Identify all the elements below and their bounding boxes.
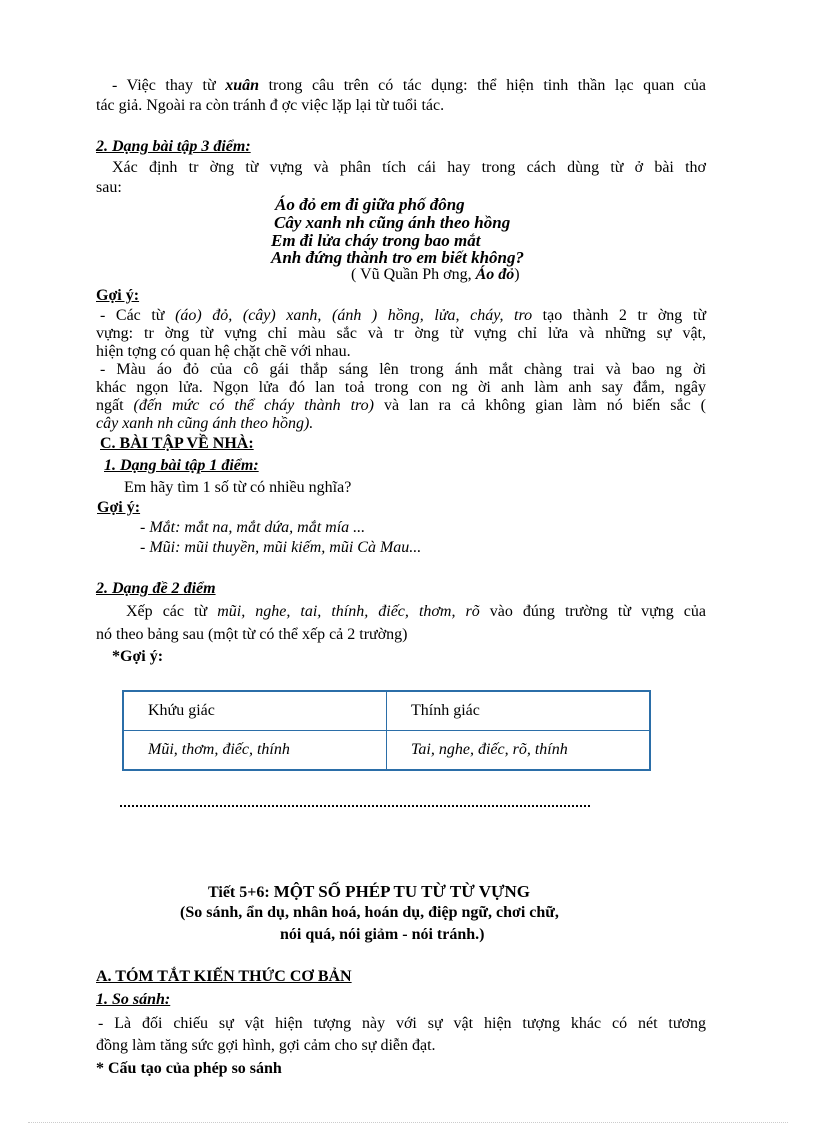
table-header-row [123, 691, 650, 731]
table-header-cell: Thính giác [387, 691, 651, 731]
emphasis: (áo) đỏ, (cây) xanh, (ánh ) hồng, lửa, cháy, tro [175, 307, 533, 324]
dotted-separator [120, 799, 590, 807]
table-cell: Tai, nghe, điếc, rõ, thính [387, 731, 651, 771]
hint-heading: *Gợi ý: [112, 648, 164, 665]
hint-item: - Mũi: mũi thuyền, mũi kiếm, mũi Cà Mau... [140, 539, 422, 556]
text-run: điểm [183, 580, 216, 597]
subsection-heading: 1. So sánh: [96, 991, 171, 1008]
poem-source [351, 265, 520, 285]
text-run: ( Vũ Quần Ph ơng, [351, 266, 476, 283]
paragraph-line: cây xanh nh cũng ánh theo hồng). [96, 415, 314, 432]
paragraph-line [96, 396, 706, 416]
lesson-subtitle: nói quá, nói giảm - nói tránh.) [280, 926, 485, 943]
paragraph-line: - Là đối chiếu sự vật hiện tượng này với sự vật hiện tượng khác có nét tương [98, 1015, 706, 1032]
question-text [126, 602, 706, 622]
table-cell: Mũi, thơm, điếc, thính [123, 731, 387, 771]
paragraph-line: - Màu áo đỏ của cô gái thắp sáng lên trong ánh mắt chàng trai và bao ng ời [100, 361, 706, 378]
table-row [123, 731, 650, 771]
sense-table [122, 690, 651, 771]
question-text: Em hãy tìm 1 số từ có nhiều nghĩa? [124, 479, 352, 496]
paragraph-line: * Cấu tạo của phép so sánh [96, 1060, 282, 1077]
poem-line: Anh đứng thành tro em biết không? [271, 248, 524, 267]
paragraph-line: đồng làm tăng sức gợi hình, gợi cảm cho sự diễn đạt. [96, 1037, 436, 1054]
paragraph-line: vựng: tr ờng từ vựng chỉ màu sắc và tr ờng từ vựng chỉ lửa và những sự vật, [96, 325, 706, 342]
poem-line: Cây xanh nh cũng ánh theo hồng [274, 213, 511, 232]
section-heading: A. TÓM TẮT KIẾN THỨC CƠ BẢN [96, 968, 352, 985]
lesson-title [208, 882, 530, 903]
paragraph-line: Xác định tr ờng từ vựng và phân tích cái hay trong cách dùng từ ở bài thơ [112, 159, 706, 176]
emphasis: mũi, nghe, tai, thính, điếc, thơm, rõ [217, 603, 480, 620]
paragraph-line: tác giả. Ngoài ra còn tránh đ ợc việc lặp lại từ tuổi tác. [96, 97, 445, 114]
hint-item: - Mắt: mắt na, mắt dứa, mắt mía ... [140, 519, 366, 536]
hint-heading: Gợi ý: [97, 499, 141, 516]
poem-line: Áo đỏ em đi giữa phố đông [275, 195, 465, 214]
emphasis: Áo đỏ [475, 266, 515, 283]
subsection-heading: 1. Dạng bài tập 1 điểm: [104, 457, 259, 474]
text-run: - Các từ [100, 307, 176, 324]
text-run: MỘT SỐ PHÉP TU TỪ TỪ VỰNG [273, 882, 531, 901]
text-run: Tiết 5+6: [208, 884, 274, 901]
paragraph-line: khác ngọn lửa. Ngọn lửa đó lan toả trong con ng ời anh làm anh say đắm, ngây [96, 379, 706, 396]
text-run: 2. Dạng đề 2 [96, 580, 184, 597]
emphasis: xuân [225, 77, 260, 94]
paragraph-line [112, 76, 706, 96]
lesson-subtitle: (So sánh, ẩn dụ, nhân hoá, hoán dụ, điệp ngữ, chơi chữ, [180, 904, 559, 921]
text-run: vào đúng trường từ vựng của [479, 603, 707, 620]
text-run: và lan ra cả không gian làm nó biến sắc ( [374, 397, 707, 414]
table-header-cell: Khứu giác [123, 691, 387, 731]
paragraph-line: hiện tợng có quan hệ chặt chẽ với nhau. [96, 343, 351, 360]
emphasis: (đến mức có thể cháy thành tro) [133, 397, 374, 414]
paragraph-line: sau: [96, 179, 122, 196]
text-run: - Việc thay từ [112, 77, 226, 94]
question-text: nó theo bảng sau (một từ có thể xếp cả 2 trường) [96, 626, 408, 643]
section-heading: C. BÀI TẬP VỀ NHÀ: [100, 435, 254, 452]
text-run: ) [514, 266, 520, 283]
text-run: trong câu trên có tác dụng: thể hiện tinh thần lạc quan của [259, 77, 706, 94]
text-run: ngất [96, 397, 134, 414]
subsection-heading [96, 579, 216, 599]
hint-heading: Gợi ý: [96, 287, 140, 304]
text-run: Xếp các từ [126, 603, 218, 620]
paragraph-line [100, 306, 706, 326]
text-run: tạo thành 2 tr ờng từ [532, 307, 706, 324]
poem-line: Em đi lửa cháy trong bao mắt [271, 231, 481, 250]
section-heading: 2. Dạng bài tập 3 điểm: [96, 138, 251, 155]
